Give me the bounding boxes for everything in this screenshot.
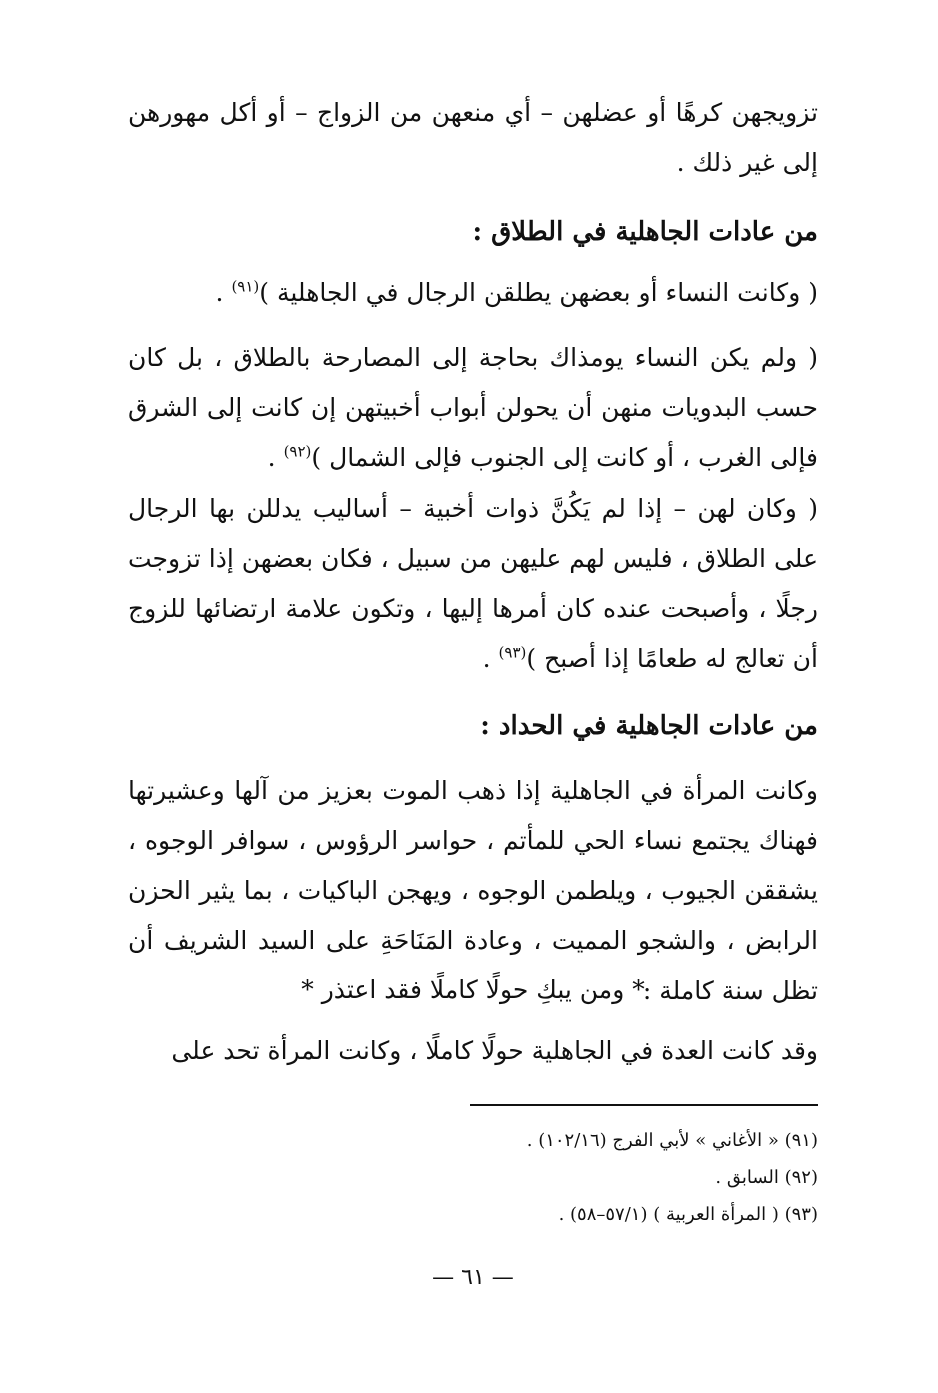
paragraph-text: تزويجهن كرهًا أو عضلهن – أي منعهن من الزواج – أو أكل مهورهن إلى غير ذلك . — [128, 98, 818, 177]
paragraph-women-divorce-men — [128, 268, 818, 318]
paragraph-text: وقد كانت العدة في الجاهلية حولًا كاملًا ، وكانت المرأة تحد على — [171, 1036, 818, 1065]
paragraph-end: . — [267, 443, 284, 472]
heading-mourning-customs: من عادات الجاهلية في الحداد : — [480, 711, 818, 741]
footnote-separator — [470, 1104, 818, 1106]
heading-divorce-customs: من عادات الجاهلية في الطلاق : — [472, 217, 818, 247]
paragraph-text: ( وكانت النساء أو بعضهن يطلقن الرجال في الجاهلية ) — [259, 278, 818, 307]
page-number: — ٦١ — — [432, 1265, 514, 1290]
footnote-reference-91: (٩١) — [231, 277, 260, 296]
footnotes-section — [128, 1122, 818, 1233]
paragraph-divorce-signals — [128, 484, 818, 684]
paragraph-bedouin-tent-doors — [128, 333, 818, 483]
footnote-93: (٩٣) ( المرأة العربية ) (٥٧/١–٥٨) . — [558, 1204, 818, 1225]
paragraph-text: ( وكان لهن – إذا لم يَكُنَّ ذوات أخبية – أساليب يدللن بها الرجال على الطلاق ، فليس لهم عليهن من سبيل ، فكان بعضهن إذا تزوجت رجلًا ، وأصبحت عنده كان أمرها إليها ، وتكون علامة ارتضائها للزوج أن تعالج له طعامًا إذا أصبح ) — [128, 494, 818, 673]
paragraph-marriage-abuses — [128, 88, 818, 188]
paragraph-text: ( ولم يكن النساء يومذاك بحاجة إلى المصارحة بالطلاق ، بل كان حسب البدويات منهن أن يحولن أبواب أخبيتهن إن كانت إلى الشرق فإلى الغرب ، أو كانت إلى الجنوب فإلى الشمال ) — [128, 343, 818, 472]
footnote-reference-93: (٩٣) — [498, 643, 527, 662]
footnote-91: (٩١) « الأغاني » لأبي الفرج (١٠٢/١٦) . — [526, 1130, 818, 1151]
paragraph-waiting-period — [128, 1026, 818, 1076]
paragraph-end: . — [482, 644, 499, 673]
poetry-verse: * ومن يبكِ حولًا كاملًا فقد اعتذر * — [301, 975, 645, 1004]
footnote-92: (٩٢) السابق . — [715, 1167, 818, 1188]
paragraph-end: . — [215, 278, 232, 307]
footnote-reference-92: (٩٢) — [283, 442, 312, 461]
paragraph-text: وكانت المرأة في الجاهلية إذا ذهب الموت بعزيز من آلها وعشيرتها فهناك يجتمع نساء الحي للمأتم ، حواسر الرؤوس ، سوافر الوجوه ، يشققن الجيوب ، ويلطمن الوجوه ، ويهجن الباكيات ، بما يثير الحزن الرابض ، والشجو المميت ، وعادة المَنَاحَةِ على السيد الشريف أن تظل سنة كاملة : — [128, 776, 818, 1005]
